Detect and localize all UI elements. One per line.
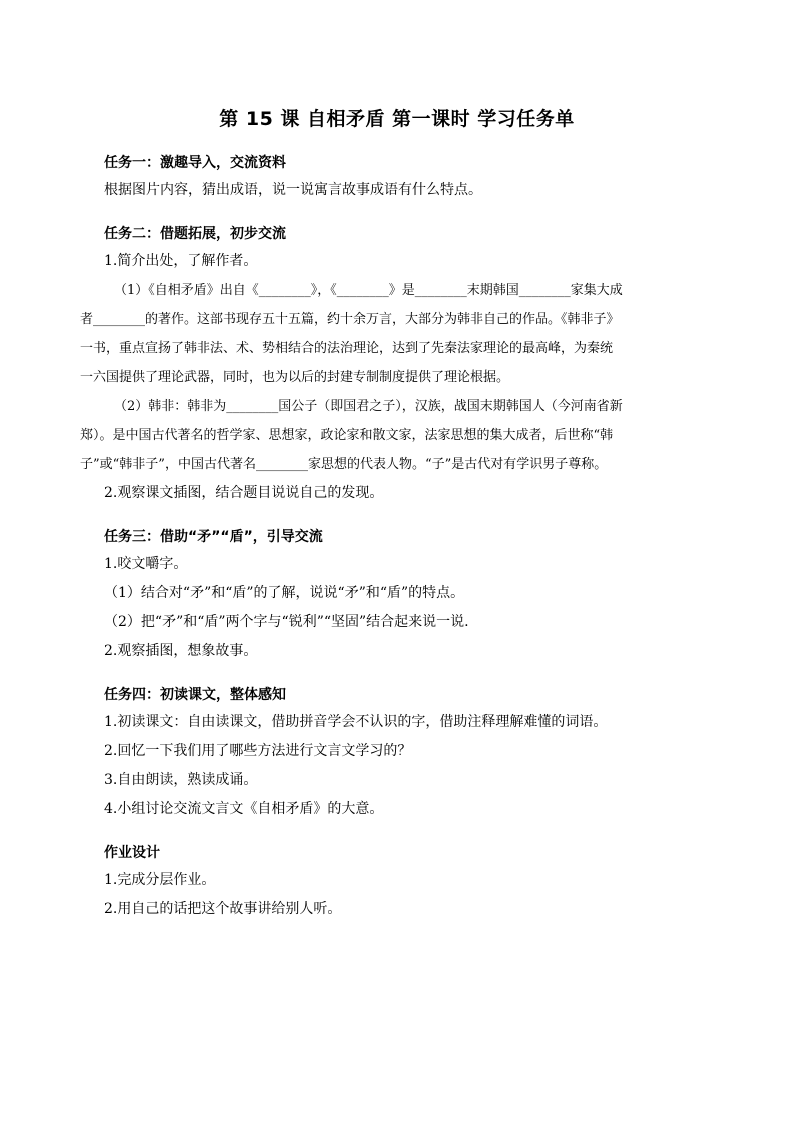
paragraph-1-line: 一书，重点宣扬了韩非法、术、势相结合的法治理论，达到了先秦法家理论的最高峰，为秦统: [80, 341, 614, 356]
task-3-section: [104, 524, 722, 666]
task-2-heading: 任务二：借题拓展，初步交流: [104, 226, 286, 242]
task-2-section: [80, 221, 722, 508]
task-4-line: 3.自由朗读，熟读成诵。: [104, 772, 258, 788]
task-2-paragraph-2: [80, 392, 722, 479]
task-2-paragraph-1: [80, 276, 722, 392]
task-3-line: 2.观察插图，想象故事。: [104, 643, 258, 659]
paragraph-2-line: （2）韩非：韩非为________国公子（即国君之子），汉族，战国末期韩国人（今河南省新: [114, 399, 623, 414]
paragraph-2-line: 子”或“韩非子”，中国古代著名________家思想的代表人物。“子”是古代对有学识男子尊称。: [80, 457, 608, 472]
document-body: [80, 150, 722, 940]
task-4-line: 1.初读课文：自由读课文，借助拼音学会不认识的字，借助注释理解难懂的词语。: [104, 714, 608, 730]
homework-section: [104, 840, 722, 924]
paragraph-1-line: 者________的著作。这部书现存五十五篇，约十余万言，大部分为韩非自己的作品。《韩非子》: [80, 312, 620, 327]
page-title: 第 15 课 自相矛盾 第一课时 学习任务单: [219, 108, 575, 130]
paragraph-2-line: 郑）。是中国古代著名的哲学家、思想家，政论家和散文家，法家思想的集大成者，后世称“韩: [80, 428, 614, 443]
task-2-item-2: 2.观察课文插图，结合题目说说自己的发现。: [104, 485, 384, 501]
task-4-line: 4.小组讨论交流文言文《自相矛盾》的大意。: [104, 801, 384, 817]
homework-line: 1.完成分层作业。: [104, 872, 216, 888]
task-2-item-1: 1.简介出处，了解作者。: [104, 253, 258, 269]
task-4-section: [104, 682, 722, 824]
task-1-section: [104, 150, 722, 205]
task-3-line: （1）结合对“矛”和“盾”的了解，说说“矛”和“盾”的特点。: [104, 585, 465, 601]
paragraph-1-line: （1）《自相矛盾》出自《________》，《________》是________末期韩国________家集大成: [114, 283, 623, 298]
task-3-line: 1.咬文嚼字。: [104, 556, 188, 572]
homework-heading: 作业设计: [104, 845, 160, 861]
task-4-heading: 任务四：初读课文，整体感知: [104, 687, 286, 703]
task-4-line: 2.回忆一下我们用了哪些方法进行文言文学习的？: [104, 743, 412, 759]
task-1-heading: 任务一：激趣导入，交流资料: [104, 155, 286, 171]
task-1-line: 根据图片内容，猜出成语，说一说寓言故事成语有什么特点。: [104, 182, 482, 198]
homework-line: 2.用自己的话把这个故事讲给别人听。: [104, 901, 342, 917]
paragraph-1-line: 一六国提供了理论武器，同时，也为以后的封建专制制度提供了理论根据。: [80, 370, 510, 385]
task-3-heading: 任务三：借助“矛”“盾”，引导交流: [104, 529, 323, 545]
task-3-line: （2）把“矛”和“盾”两个字与“锐利”“坚固”结合起来说一说.: [104, 614, 469, 630]
